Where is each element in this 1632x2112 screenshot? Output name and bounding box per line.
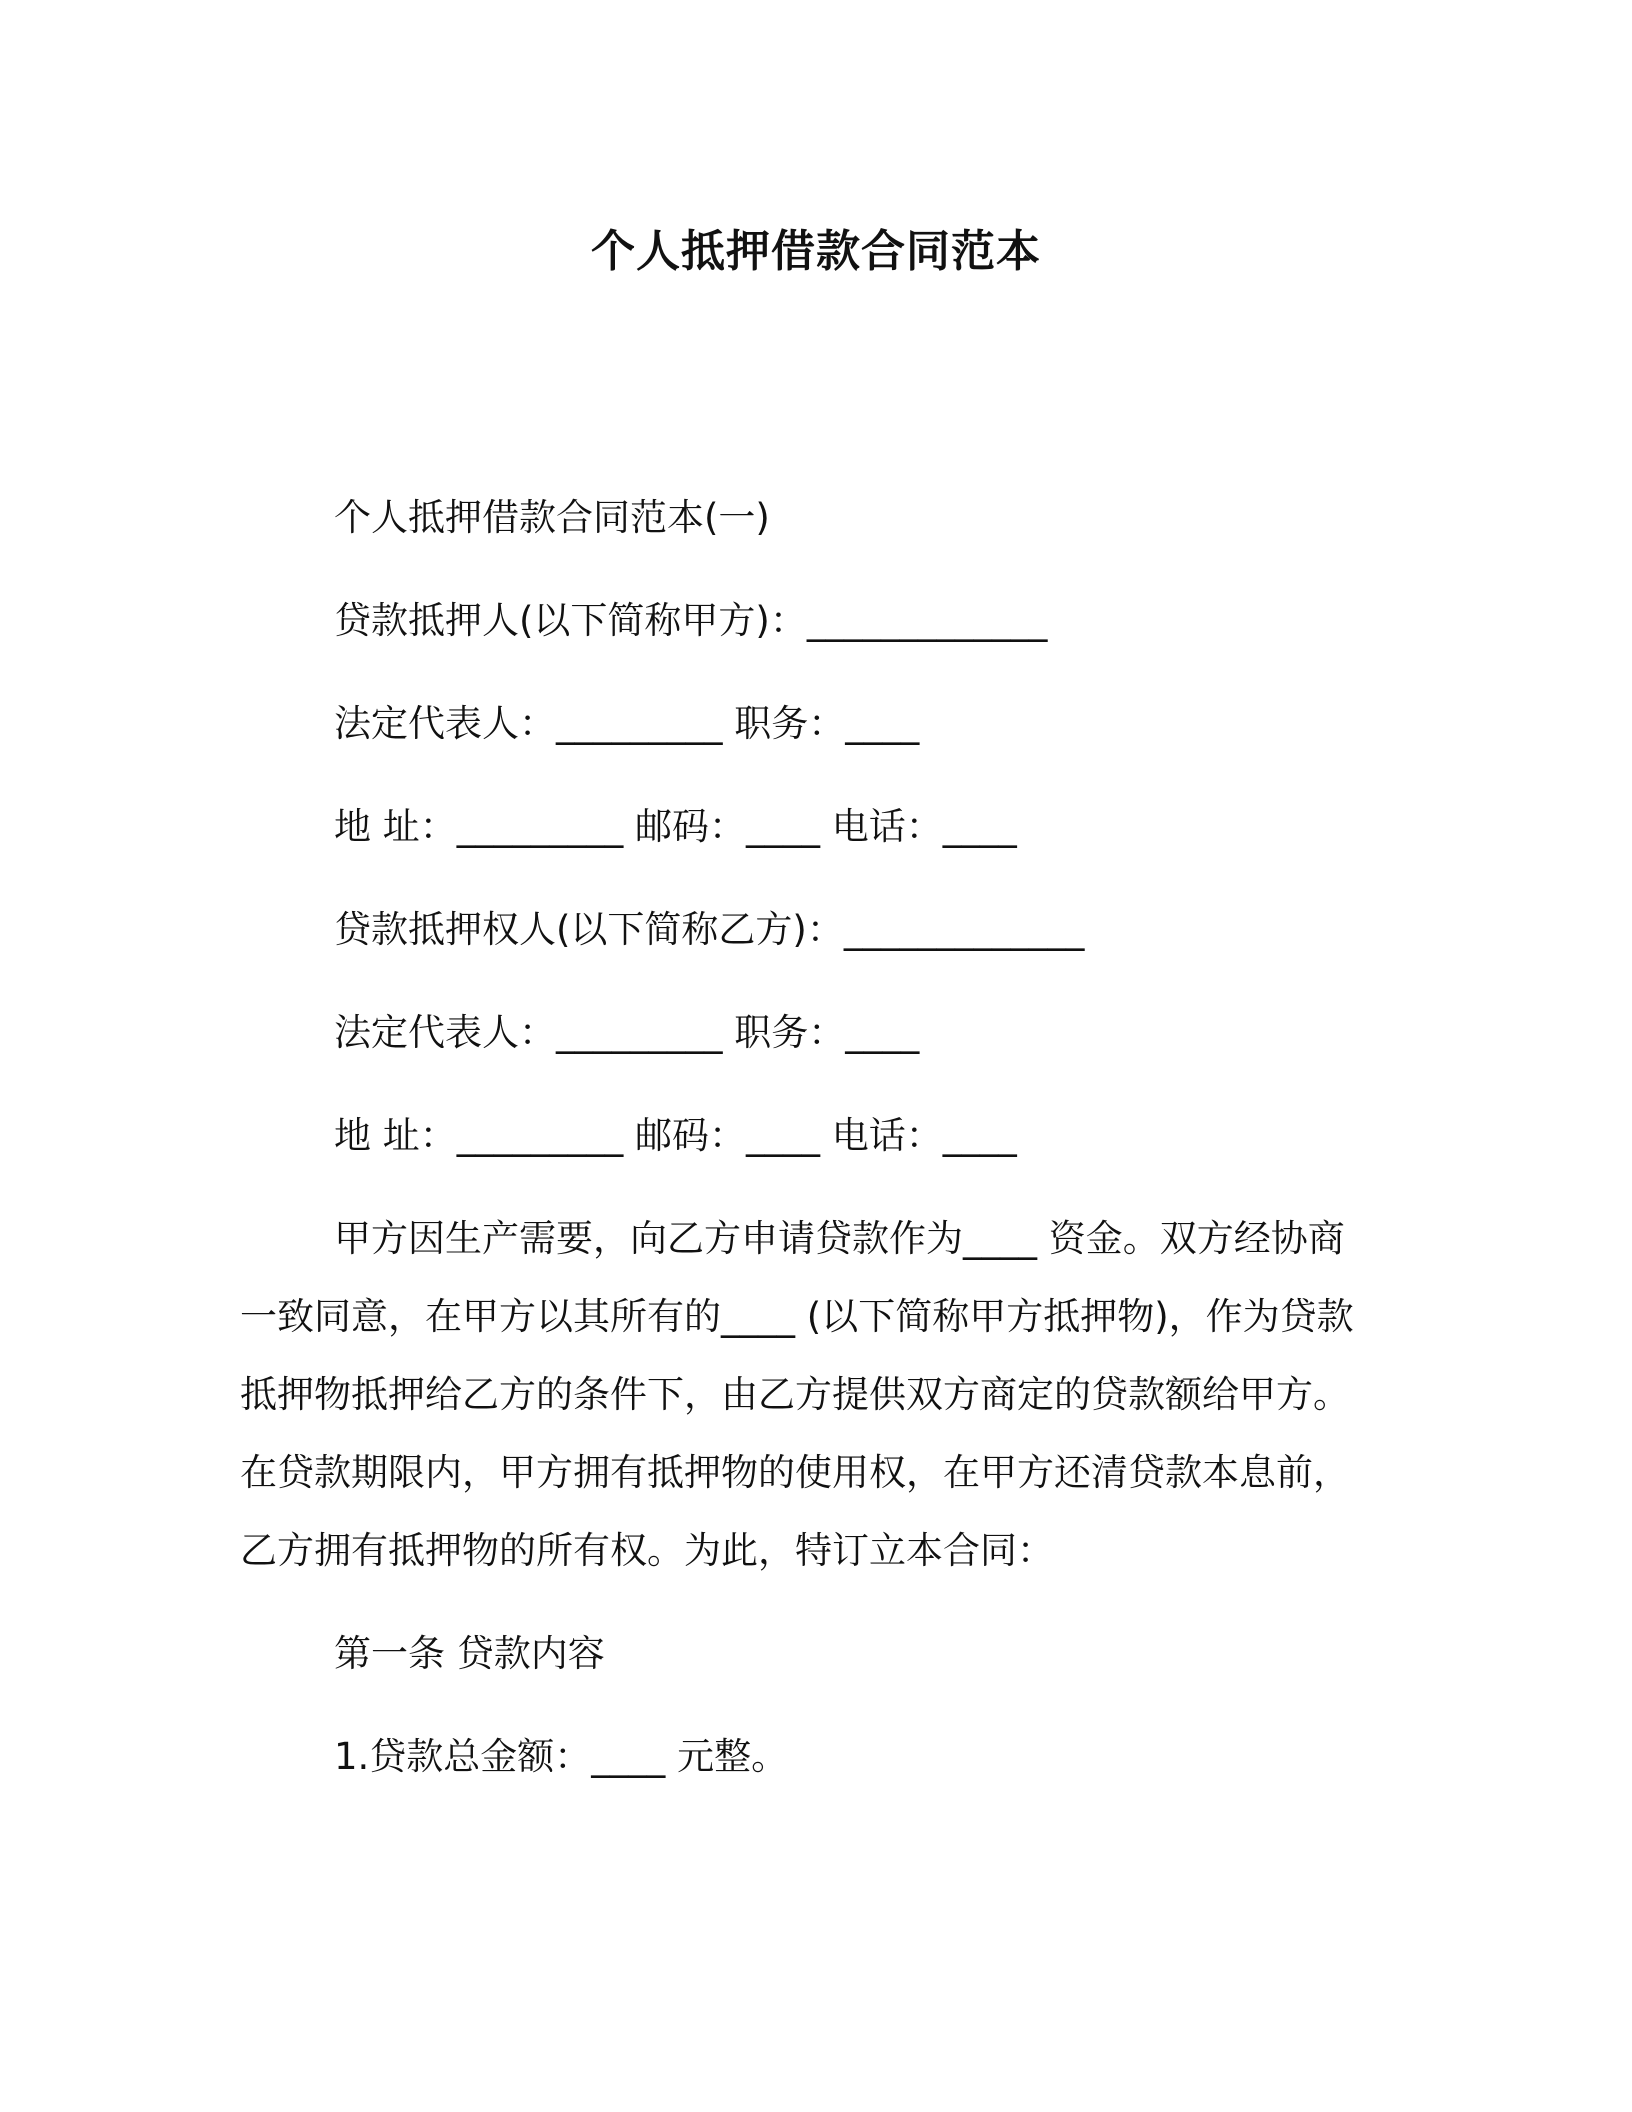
- preamble-line-5: 乙方拥有抵押物的所有权。为此，特订立本合同：: [240, 1529, 1054, 1572]
- preamble-line-4: 在贷款期限内，甲方拥有抵押物的使用权，在甲方还清贷款本息前，: [240, 1451, 1350, 1494]
- article-1-item-1: 1.贷款总金额：____ 元整。: [334, 1735, 789, 1778]
- preamble-line-2: 一致同意，在甲方以其所有的____ (以下简称甲方抵押物)，作为贷款: [240, 1295, 1354, 1338]
- contract-subtitle: 个人抵押借款合同范本(一): [334, 496, 770, 539]
- party-b-name-line: 贷款抵押权人(以下简称乙方)：_____________: [334, 908, 1085, 951]
- party-b-representative-line: 法定代表人：_________ 职务：____: [334, 1011, 920, 1054]
- party-a-address-line: 地 址：_________ 邮码：____ 电话：____: [334, 805, 1017, 848]
- document-title: 个人抵押借款合同范本: [591, 226, 1041, 277]
- preamble-line-3: 抵押物抵押给乙方的条件下，由乙方提供双方商定的贷款额给甲方。: [240, 1373, 1350, 1416]
- party-a-representative-line: 法定代表人：_________ 职务：____: [334, 702, 920, 745]
- party-b-address-line: 地 址：_________ 邮码：____ 电话：____: [334, 1114, 1017, 1157]
- party-a-name-line: 贷款抵押人(以下简称甲方)：_____________: [334, 599, 1048, 642]
- article-1-heading: 第一条 贷款内容: [334, 1632, 605, 1675]
- preamble-line-1: 甲方因生产需要，向乙方申请贷款作为____ 资金。双方经协商: [334, 1217, 1345, 1260]
